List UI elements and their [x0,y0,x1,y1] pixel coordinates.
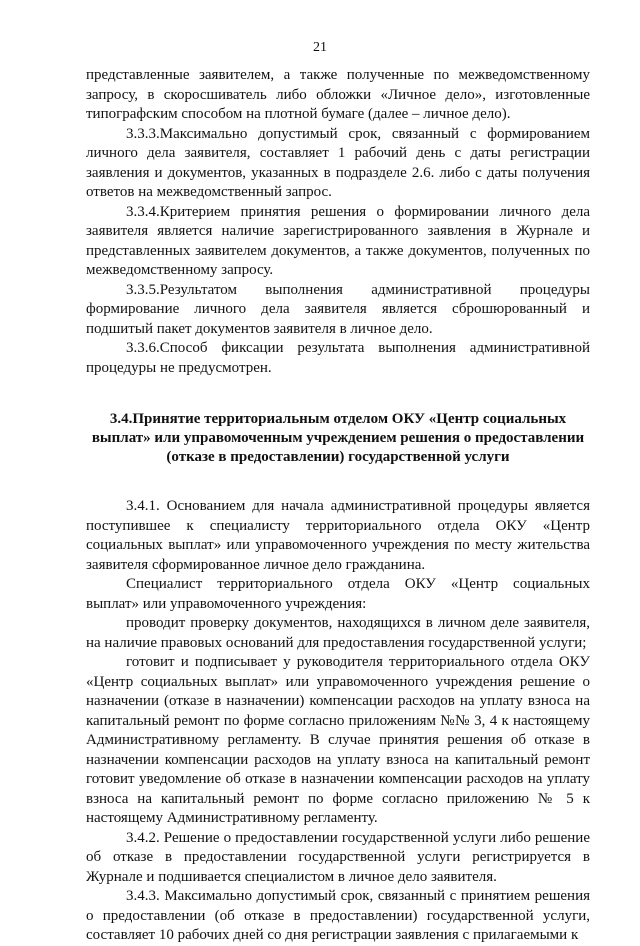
paragraph: 3.3.3.Максимально допустимый срок, связанный с формированием личного дела заявителя, составляет 1 рабочий день с даты регистрации заявления и документов, указанных в подразделе 2.6. либо с даты получения ответов на межведомственный запрос. [86,125,590,200]
section-heading: 3.4.Принятие территориальным отделом ОКУ «Центр социальных выплат» или управомоченным учреждением решения о предоставлении (отказе в предоставлении) государственной услуги [91,411,585,465]
paragraph: 3.4.3. Максимально допустимый срок, связанный с принятием решения о предоставлении (об отказе в предоставлении) государственной услуги, составляет 10 рабочих дней со дня регистрации заявления с прилагаемыми к [86,888,590,943]
paragraph: 3.4.2. Решение о предоставлении государственной услуги либо решение об отказе в предоставлении государственной услуги регистрируется в Журнале и подшивается специалистом в личное дело заявителя. [86,829,590,885]
document-body [86,66,590,946]
paragraph: представленные заявителем, а также полученные по межведомственному запросу, в скоросшиватель либо обложки «Личное дело», изготовленные типографским способом на плотной бумаге (далее – личное дело). [86,67,590,122]
page-number: 21 [313,40,327,55]
paragraph: проводит проверку документов, находящихся в личном деле заявителя, на наличие правовых оснований для предоставления государственной услуги; [86,615,590,651]
paragraph: готовит и подписывает у руководителя территориального отдела ОКУ «Центр социальных выплат» или управомоченного учреждения решение о назначении (отказе в назначении) компенсации расходов на уплату взноса на капитальный ремонт по форме согласно приложениям №№ 3, 4 к настоящему Административному регламенту. В случае принятия решения об отказе в назначении компенсации расходов на уплату взноса на капитальный ремонт готовит уведомление об отказе в назначении компенсации расходов на уплату взноса на капитальный ремонт по форме согласно приложению № 5 к настоящему Административному регламенту. [86,654,590,826]
paragraph: 3.3.5.Результатом выполнения административной процедуры формирование личного дела заявителя является сброшюрованный и подшитый пакет документов заявителя в личное дело. [86,281,590,337]
paragraph: 3.3.6.Способ фиксации результата выполнения административной процедуры не предусмотрен. [86,340,590,376]
paragraph: 3.4.1. Основанием для начала административной процедуры является поступившее к специалисту территориального отдела ОКУ «Центр социальных выплат» или управомоченного учреждения по месту жительства заявителя сформированное личное дело гражданина. [86,498,590,573]
paragraph: Специалист территориального отдела ОКУ «Центр социальных выплат» или управомоченного учреждения: [86,576,590,612]
paragraph: 3.3.4.Критерием принятия решения о формировании личного дела заявителя является наличие зарегистрированного заявления в Журнале и представленных заявителем документов, а также документов, полученных по межведомственному запросу. [86,203,590,278]
